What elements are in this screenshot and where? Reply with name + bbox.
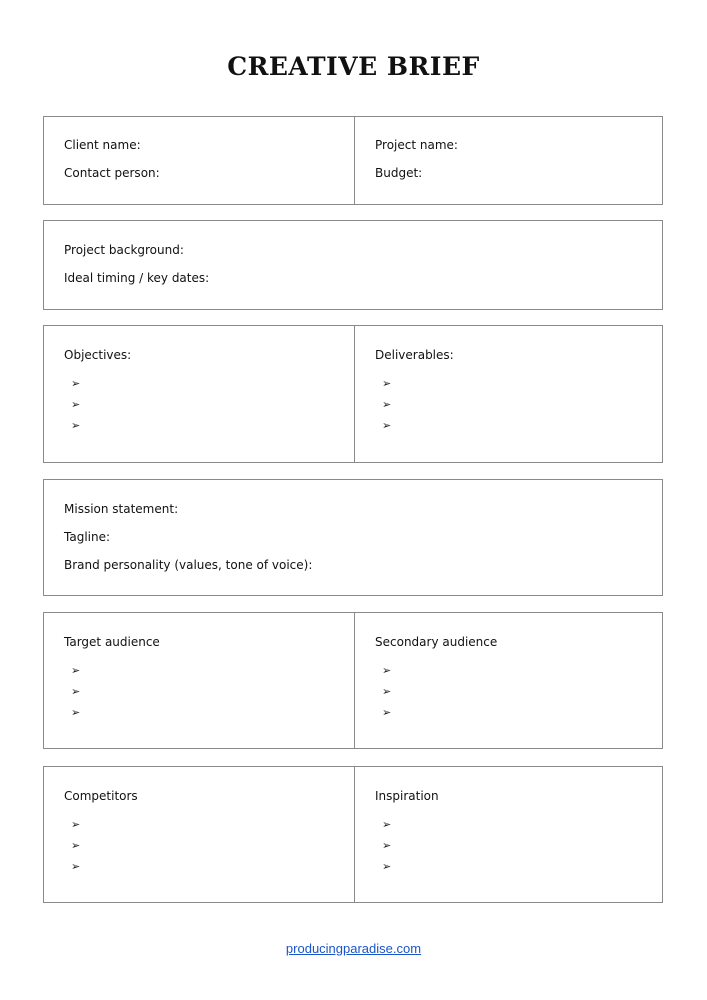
mission-statement-label: Mission statement: xyxy=(64,502,179,516)
bullet-icon: ➢ xyxy=(382,706,392,719)
bullet-icon: ➢ xyxy=(382,398,392,411)
bullet-icon: ➢ xyxy=(382,685,392,698)
bullet-icon: ➢ xyxy=(71,398,81,411)
objectives-label: Objectives: xyxy=(64,348,132,362)
bullet-icon: ➢ xyxy=(382,860,392,873)
bullet-icon: ➢ xyxy=(71,818,81,831)
ideal-timing-label: Ideal timing / key dates: xyxy=(64,271,210,285)
audience-box xyxy=(43,612,663,749)
inspiration-column xyxy=(354,767,662,902)
target-audience-label: Target audience xyxy=(64,635,160,649)
mission-box xyxy=(43,479,663,596)
bullet-icon: ➢ xyxy=(71,664,81,677)
deliverables-column xyxy=(354,326,662,462)
footer xyxy=(0,941,707,956)
bullet-icon: ➢ xyxy=(382,818,392,831)
inspiration-label: Inspiration xyxy=(375,789,439,803)
page-title: CREATIVE BRIEF xyxy=(227,52,480,81)
project-background-label: Project background: xyxy=(64,243,184,257)
competitors-label: Competitors xyxy=(64,789,138,803)
bullet-icon: ➢ xyxy=(71,706,81,719)
website-link[interactable]: producingparadise.com xyxy=(285,941,422,956)
bullet-icon: ➢ xyxy=(71,419,81,432)
target-audience-column xyxy=(44,613,354,748)
project-background-column xyxy=(44,221,662,309)
client-info-box xyxy=(43,116,663,205)
deliverables-label: Deliverables: xyxy=(375,348,454,362)
bullet-icon: ➢ xyxy=(382,419,392,432)
competitors-box xyxy=(43,766,663,903)
client-column xyxy=(44,117,354,204)
contact-person-label: Contact person: xyxy=(64,166,160,180)
project-column xyxy=(354,117,662,204)
bullet-icon: ➢ xyxy=(71,839,81,852)
bullet-icon: ➢ xyxy=(71,377,81,390)
brand-personality-label: Brand personality (values, tone of voice): xyxy=(64,558,313,572)
project-background-box xyxy=(43,220,663,310)
project-name-label: Project name: xyxy=(375,138,458,152)
client-name-label: Client name: xyxy=(64,138,141,152)
budget-label: Budget: xyxy=(375,166,423,180)
competitors-column xyxy=(44,767,354,902)
bullet-icon: ➢ xyxy=(382,377,392,390)
secondary-audience-column xyxy=(354,613,662,748)
bullet-icon: ➢ xyxy=(382,839,392,852)
bullet-icon: ➢ xyxy=(382,664,392,677)
bullet-icon: ➢ xyxy=(71,860,81,873)
objectives-column xyxy=(44,326,354,462)
mission-column xyxy=(44,480,662,595)
secondary-audience-label: Secondary audience xyxy=(375,635,498,649)
tagline-label: Tagline: xyxy=(64,530,111,544)
objectives-deliverables-box xyxy=(43,325,663,463)
bullet-icon: ➢ xyxy=(71,685,81,698)
